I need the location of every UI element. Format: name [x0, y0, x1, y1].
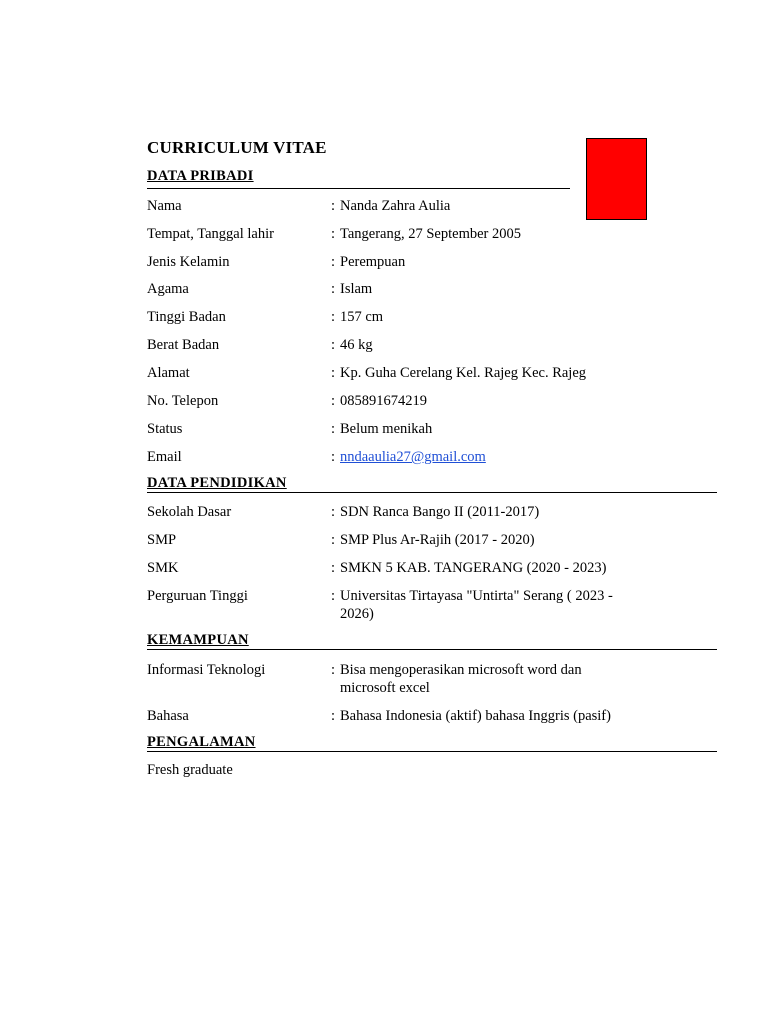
row-colon: :: [331, 421, 336, 437]
row-value: Universitas Tirtayasa "Untirta" Serang ( 2023 - 2026): [340, 588, 613, 622]
section-divider: [147, 492, 717, 493]
row-label: Alamat: [147, 365, 190, 381]
row-colon: :: [331, 254, 336, 270]
row-value: Bahasa Indonesia (aktif) bahasa Inggris (pasif): [340, 708, 611, 724]
row-value: Bisa mengoperasikan microsoft word dan microsoft excel: [340, 662, 582, 696]
row-value: Nanda Zahra Aulia: [340, 198, 451, 214]
row-value: Islam: [340, 281, 373, 297]
row-colon: :: [331, 588, 336, 604]
row-colon: :: [331, 365, 336, 381]
row-label: Email: [147, 449, 182, 465]
row-label: Nama: [147, 198, 182, 214]
row-label: Berat Badan: [147, 337, 220, 353]
row-label: Bahasa: [147, 708, 189, 724]
section-heading-data-pendidikan: DATA PENDIDIKAN: [147, 475, 287, 491]
section-divider: [147, 188, 570, 189]
row-value: 46 kg: [340, 337, 373, 353]
experience-text: Fresh graduate: [147, 762, 233, 778]
section-divider: [147, 751, 717, 752]
row-value: SMP Plus Ar-Rajih (2017 - 2020): [340, 532, 535, 548]
row-label: Perguruan Tinggi: [147, 588, 248, 604]
row-value: Kp. Guha Cerelang Kel. Rajeg Kec. Rajeg: [340, 365, 587, 381]
row-colon: :: [331, 281, 336, 297]
row-label: Tempat, Tanggal lahir: [147, 226, 274, 242]
section-divider: [147, 649, 717, 650]
row-value: Perempuan: [340, 254, 406, 270]
row-colon: :: [331, 337, 336, 353]
section-heading-kemampuan: KEMAMPUAN: [147, 632, 249, 648]
row-label: Informasi Teknologi: [147, 662, 266, 678]
row-value: SDN Ranca Bango II (2011-2017): [340, 504, 540, 520]
section-heading-data-pribadi: DATA PRIBADI: [147, 168, 254, 184]
row-colon: :: [331, 504, 336, 520]
row-value: Tangerang, 27 September 2005: [340, 226, 521, 242]
row-label: No. Telepon: [147, 393, 219, 409]
row-label: Tinggi Badan: [147, 309, 226, 325]
email-link[interactable]: nndaaulia27@gmail.com: [340, 449, 486, 465]
row-value: SMKN 5 KAB. TANGERANG (2020 - 2023): [340, 560, 607, 576]
row-label: Status: [147, 421, 183, 437]
row-value: [340, 448, 640, 466]
row-colon: :: [331, 393, 336, 409]
row-value: 157 cm: [340, 309, 384, 325]
row-colon: :: [331, 309, 336, 325]
row-value: Belum menikah: [340, 421, 433, 437]
row-label: SMP: [147, 532, 177, 548]
document-title: CURRICULUM VITAE: [147, 138, 327, 157]
row-colon: :: [331, 226, 336, 242]
row-colon: :: [331, 560, 336, 576]
row-colon: :: [331, 532, 336, 548]
row-label: Jenis Kelamin: [147, 254, 230, 270]
row-label: Agama: [147, 281, 189, 297]
row-label: Sekolah Dasar: [147, 504, 232, 520]
row-colon: :: [331, 662, 336, 678]
row-label: SMK: [147, 560, 179, 576]
row-colon: :: [331, 198, 336, 214]
row-value: 085891674219: [340, 393, 427, 409]
row-colon: :: [331, 708, 336, 724]
row-colon: :: [331, 449, 336, 465]
section-heading-pengalaman: PENGALAMAN: [147, 734, 256, 750]
